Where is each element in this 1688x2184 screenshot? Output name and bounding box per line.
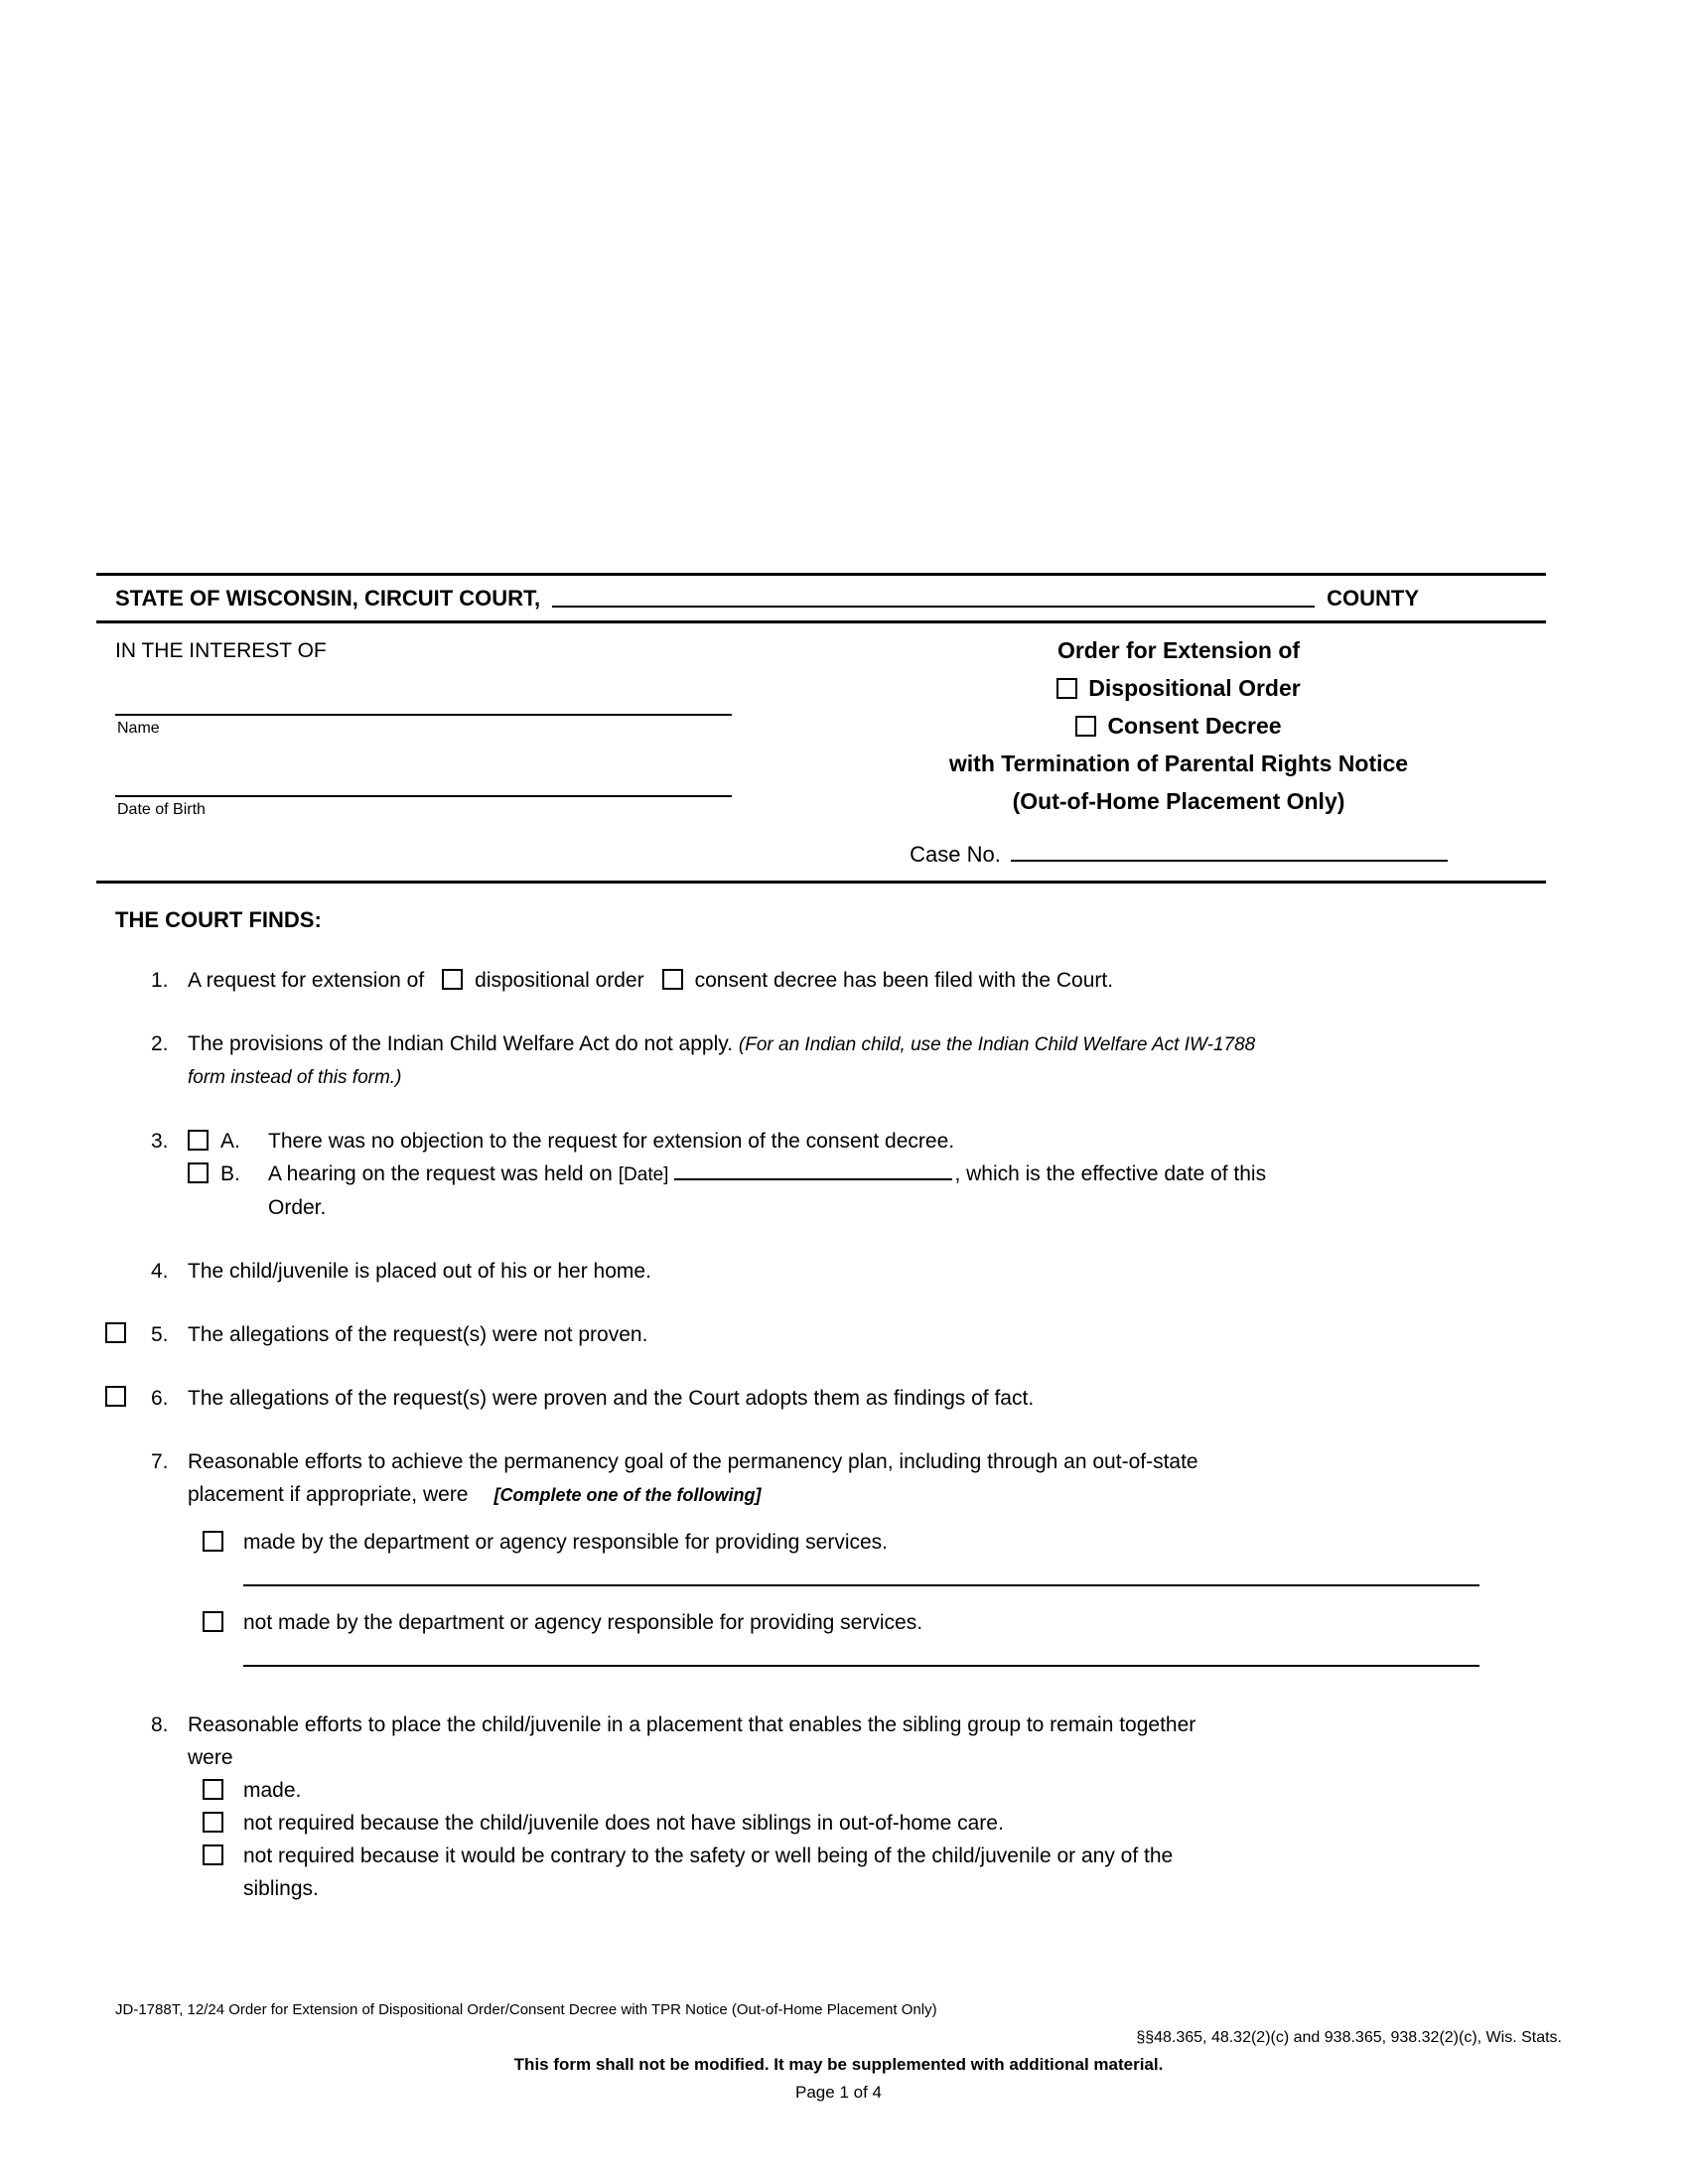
form-title-line3: (Out-of-Home Placement Only) xyxy=(1012,788,1345,814)
item8-option-contrary-row xyxy=(188,1840,1546,1905)
efforts-made-label: made by the department or agency responsible for providing services. xyxy=(243,1531,889,1554)
item1-number: 1. xyxy=(151,969,169,992)
services-detail-line-1[interactable] xyxy=(243,1584,1479,1586)
case-no-label: Case No. xyxy=(910,842,1001,867)
hearing-date-field[interactable] xyxy=(674,1164,952,1180)
finding-item-7 xyxy=(151,1445,1546,1667)
item6-number: 6. xyxy=(151,1387,169,1410)
item2-main-text: The provisions of the Indian Child Welfare Act do not apply. xyxy=(188,1032,734,1055)
item8-option-no-siblings-row xyxy=(188,1807,1546,1840)
item1-text-pre: A request for extension of xyxy=(188,969,425,992)
item3-option-a-text: There was no objection to the request for extension of the consent decree. xyxy=(268,1130,955,1153)
item3-date-tag: [Date] xyxy=(618,1164,669,1185)
item7-instruction-note: [Complete one of the following] xyxy=(493,1485,762,1505)
dob-field[interactable] xyxy=(115,795,732,797)
services-detail-line-2[interactable] xyxy=(243,1665,1479,1667)
item1-dispositional-order-label: dispositional order xyxy=(475,969,644,992)
item1-text-post: has been filed with the Court. xyxy=(843,969,1114,992)
finding-item-1 xyxy=(151,964,1546,997)
item7-line2-row xyxy=(188,1478,1546,1512)
item2-note-line1: (For an Indian child, use the Indian Child Welfare Act IW-1788 xyxy=(738,1034,1256,1055)
dispositional-order-checkbox[interactable] xyxy=(1056,678,1077,699)
name-field[interactable] xyxy=(115,714,732,716)
no-siblings-label: not required because the child/juvenile does not have siblings in out-of-home care. xyxy=(243,1812,1004,1835)
item3-b-text-post2: Order. xyxy=(268,1196,327,1219)
in-the-interest-of-label: IN THE INTEREST OF xyxy=(115,639,327,662)
efforts-made-checkbox[interactable] xyxy=(203,1531,223,1552)
findings-section xyxy=(96,884,1546,1905)
item1-consent-decree-checkbox[interactable] xyxy=(662,969,683,990)
item2-note-line2: form instead of this form.) xyxy=(188,1067,402,1088)
finding-item-5 xyxy=(151,1318,1546,1351)
item5-text: The allegations of the request(s) were not proven. xyxy=(188,1323,648,1346)
dispositional-order-label: Dispositional Order xyxy=(1088,675,1301,701)
form-title-line1: Order for Extension of xyxy=(1056,637,1301,663)
name-label: Name xyxy=(117,720,160,737)
item3-number: 3. xyxy=(151,1130,169,1153)
finding-item-8 xyxy=(151,1708,1546,1905)
contrary-safety-label xyxy=(243,1840,1546,1905)
consent-decree-checkbox[interactable] xyxy=(1075,716,1096,737)
item8-line2: were xyxy=(188,1746,233,1769)
item8-option-made-row xyxy=(188,1774,1546,1807)
page-number: Page 1 of 4 xyxy=(795,2083,882,2102)
efforts-not-made-label: not made by the department or agency responsible for providing services. xyxy=(243,1611,923,1634)
item8-line1: Reasonable efforts to place the child/juvenile in a placement that enables the sibling group to remain together xyxy=(188,1713,1196,1736)
item3-option-a-row xyxy=(188,1125,1546,1158)
statutes-line: §§48.365, 48.32(2)(c) and 938.365, 938.32(2)(c), Wis. Stats. xyxy=(1136,2029,1562,2046)
item2-text xyxy=(188,1027,1546,1094)
item5-number: 5. xyxy=(151,1323,169,1346)
form-content xyxy=(96,573,1546,1936)
title-dispositional-order-row xyxy=(811,669,1546,707)
item7-line2: placement if appropriate, were xyxy=(188,1483,469,1506)
findings-items xyxy=(96,964,1546,1905)
item3-text xyxy=(188,1125,1546,1224)
consent-decree-label: Consent Decree xyxy=(1107,713,1282,739)
siblings-made-checkbox[interactable] xyxy=(203,1779,223,1800)
item6-checkbox[interactable] xyxy=(105,1386,126,1407)
form-title-block xyxy=(811,631,1546,874)
item7-option-not-made-row xyxy=(188,1606,1546,1639)
contrary-safety-line1: not required because it would be contrary to the safety or well being of the child/juvenile or any of the xyxy=(243,1844,1174,1867)
county-label: COUNTY xyxy=(1327,586,1419,611)
item3-option-b-checkbox[interactable] xyxy=(188,1162,209,1183)
court-finds-heading: THE COURT FINDS: xyxy=(115,907,322,932)
case-number-row xyxy=(811,836,1546,874)
item3-option-a-checkbox[interactable] xyxy=(188,1130,209,1151)
form-id-line: JD-1788T, 12/24 Order for Extension of Dispositional Order/Consent Decree with TPR Notice (Out-of-Home Placement Only) xyxy=(115,2001,937,2018)
item7-number: 7. xyxy=(151,1450,169,1473)
form-footer xyxy=(115,2001,1562,2102)
modification-notice: This form shall not be modified. It may be supplemented with additional material. xyxy=(513,2055,1164,2074)
item2-number: 2. xyxy=(151,1032,169,1055)
contrary-safety-checkbox[interactable] xyxy=(203,1844,223,1865)
dob-label: Date of Birth xyxy=(117,801,206,818)
finding-item-2 xyxy=(151,1027,1546,1094)
item7-line1: Reasonable efforts to achieve the permanency goal of the permanency plan, including through an out-of-state xyxy=(188,1450,1198,1473)
title-consent-decree-row xyxy=(811,707,1546,745)
siblings-made-label: made. xyxy=(243,1779,302,1802)
no-siblings-checkbox[interactable] xyxy=(203,1812,223,1833)
item7-option-made-row xyxy=(188,1526,1546,1559)
county-field[interactable] xyxy=(552,598,1315,608)
item3-b-text-post: , which is the effective date of this xyxy=(954,1162,1267,1185)
item3-b-text-pre: A hearing on the request was held on xyxy=(268,1162,613,1185)
item5-checkbox[interactable] xyxy=(105,1322,126,1343)
item1-text xyxy=(188,964,1546,997)
item3-option-b-letter: B. xyxy=(220,1162,240,1185)
contrary-safety-line2: siblings. xyxy=(243,1877,319,1900)
case-no-field[interactable] xyxy=(1011,844,1448,862)
caption-left xyxy=(115,623,771,881)
item8-text xyxy=(188,1708,1546,1905)
finding-item-3 xyxy=(151,1125,1546,1224)
item3-option-b-text xyxy=(268,1158,1546,1224)
item1-consent-decree-label: consent decree xyxy=(694,969,838,992)
item8-number: 8. xyxy=(151,1713,169,1736)
finding-item-4 xyxy=(151,1255,1546,1288)
finding-item-6 xyxy=(151,1382,1546,1415)
item3-option-a-letter: A. xyxy=(220,1130,240,1153)
court-header-row xyxy=(96,576,1546,620)
efforts-not-made-checkbox[interactable] xyxy=(203,1611,223,1632)
item6-text: The allegations of the request(s) were proven and the Court adopts them as findings of fact. xyxy=(188,1387,1035,1410)
item7-text xyxy=(188,1445,1546,1667)
item4-number: 4. xyxy=(151,1260,169,1283)
item1-dispositional-order-checkbox[interactable] xyxy=(442,969,463,990)
form-title-line2: with Termination of Parental Rights Notice xyxy=(948,751,1409,776)
item4-text: The child/juvenile is placed out of his or her home. xyxy=(188,1260,651,1283)
court-title: STATE OF WISCONSIN, CIRCUIT COURT, xyxy=(115,586,541,611)
caption-block xyxy=(96,623,1546,881)
item3-option-b-row xyxy=(188,1158,1546,1224)
